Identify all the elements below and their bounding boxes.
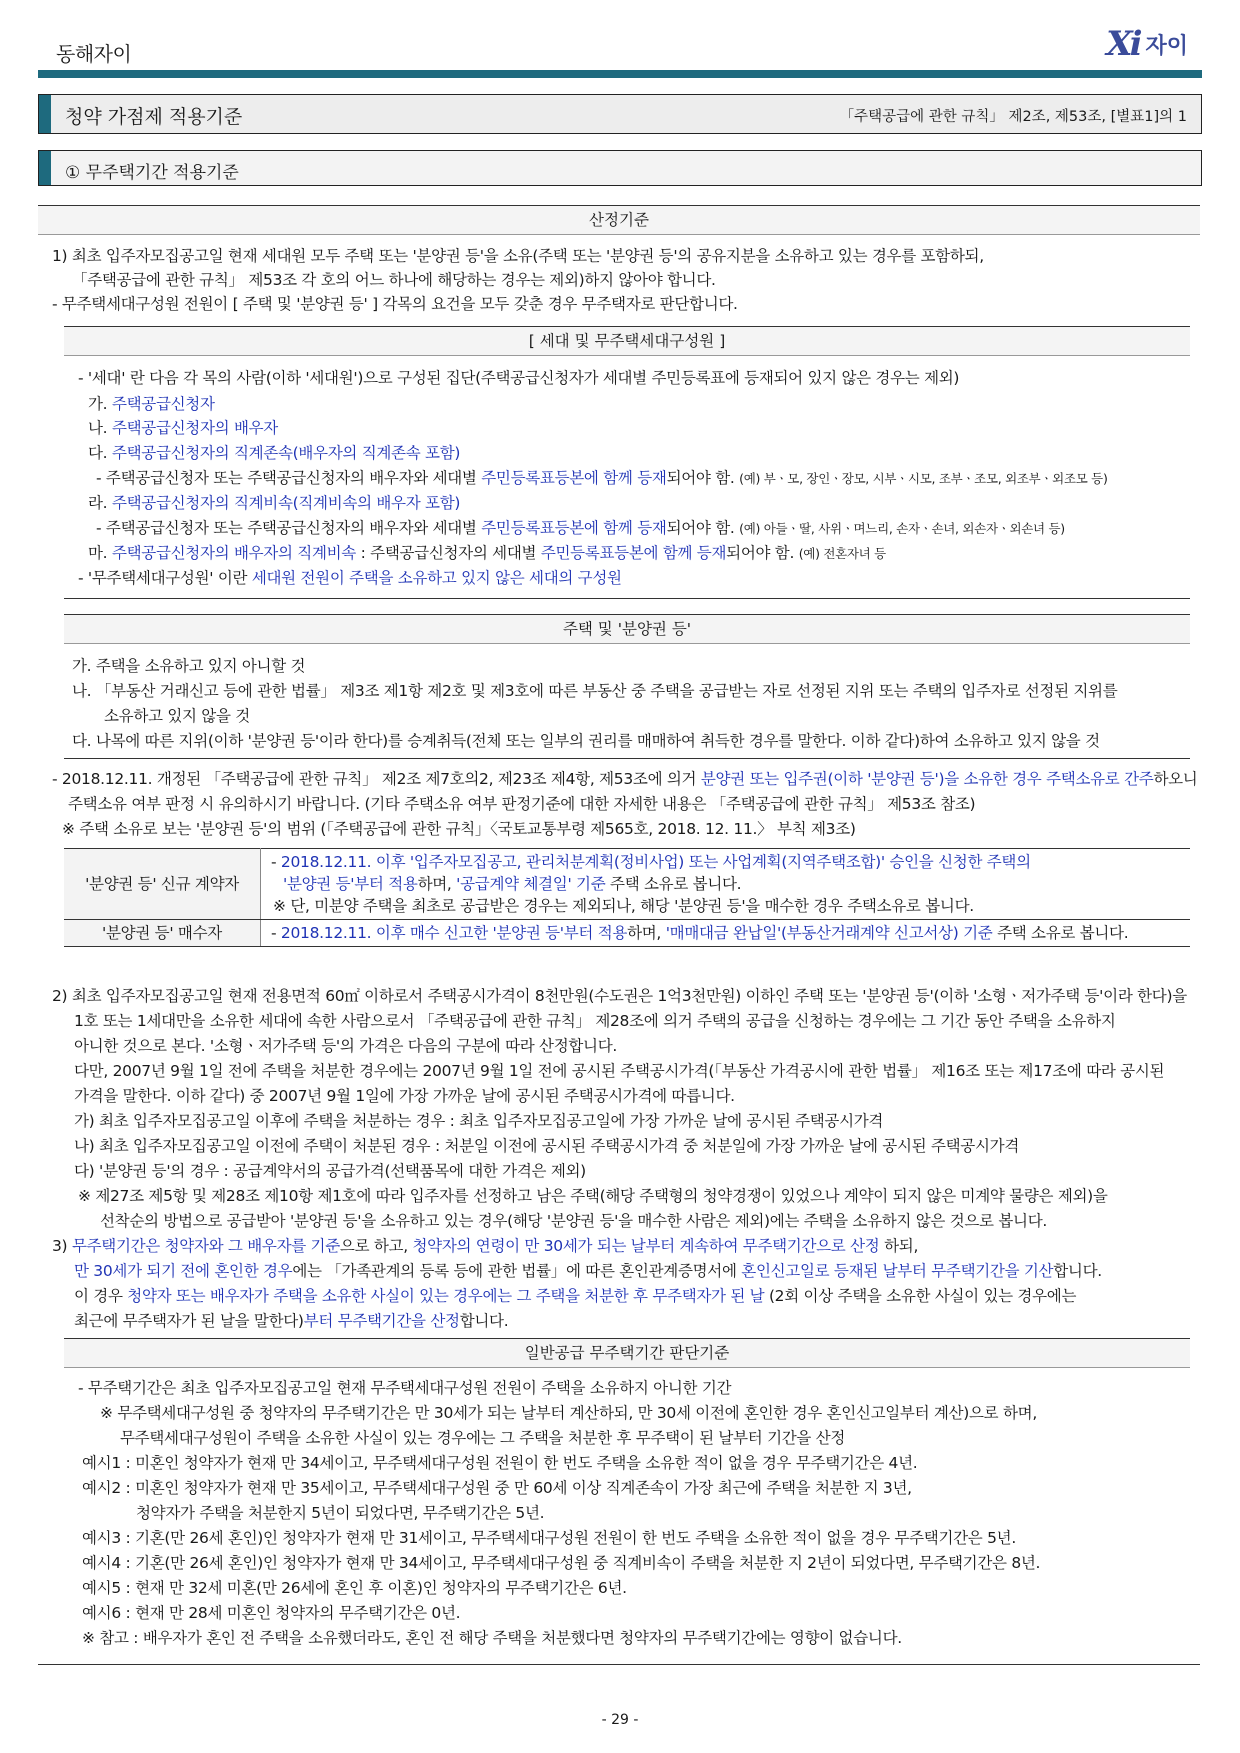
p3-line1: 3) 무주택기간은 청약자와 그 배우자를 기준으로 하고, 청약자의 연령이 만 30세가 되는 날부터 계속하여 무주택기간으로 산정 하되, <box>52 1237 919 1255</box>
housing-na1: 나. 「부동산 거래신고 등에 관한 법률」 제3조 제1항 제2호 및 제3호에 따른 부동산 중 주택을 공급받는 자로 선정된 지위 또는 주택의 입주자로 선정된 지위를 <box>72 682 1118 700</box>
p2-line10: 선착순의 방법으로 공급받아 '분양권 등'을 소유하고 있는 경우(해당 '분양권 등'을 매수한 사람은 제외)에는 주택을 소유하지 않은 것으로 봅니다. <box>100 1212 1047 1230</box>
general-line3: 무주택세대구성원이 주택을 소유한 사실이 있는 경우에는 그 주택을 처분한 후 무주택이 된 날부터 기간을 산정 <box>120 1429 846 1447</box>
section-header-criteria: 산정기준 <box>38 205 1200 235</box>
section-header-housing: 주택 및 '분양권 등' <box>64 614 1190 644</box>
page-number: - 29 - <box>601 1712 639 1728</box>
p1-line3: - 무주택세대구성원 전원이 [ 주택 및 '분양권 등' ] 각목의 요건을 모두 갖춘 경우 무주택자로 판단합니다. <box>52 295 738 313</box>
p2-line6: 가) 최초 입주자모집공고일 이후에 주택을 처분하는 경우 : 최초 입주자모집공고일에 가장 가까운 날에 공시된 주택공시가격 <box>74 1112 884 1130</box>
section-title-bar <box>38 94 1202 134</box>
subtitle: ① 무주택기간 적용기준 <box>65 163 239 183</box>
housing-ga: 가. 주택을 소유하고 있지 아니할 것 <box>72 657 306 675</box>
p3-line3: 이 경우 청약자 또는 배우자가 주택을 소유한 사실이 있는 경우에는 그 주택을 처분한 후 무주택자가 된 날 (2회 이상 주택을 소유한 사실이 있는 경우에는 <box>74 1287 1077 1305</box>
table-row <box>64 849 1190 920</box>
household-ra-sub: - 주택공급신청자 또는 주택공급신청자의 배우자와 세대별 주민등록표등본에 함께 등재되어야 함. (예) 아들ㆍ딸, 사위ㆍ며느리, 손자ㆍ손녀, 외손자ㆍ외손녀 등) <box>96 519 1065 537</box>
brand-name: 동해자이 <box>56 42 132 66</box>
divider <box>64 758 1190 759</box>
section-title: 청약 가점제 적용기준 <box>65 106 243 128</box>
p3-line4: 최근에 무주택자가 된 날을 말한다)부터 무주택기간을 산정합니다. <box>74 1312 509 1330</box>
xi-logo <box>1106 24 1188 64</box>
ownership-table <box>64 848 1190 947</box>
title-accent <box>39 95 51 133</box>
notice-line3: ※ 주택 소유로 보는 '분양권 등'의 범위 (「주택공급에 관한 규칙」〈국토교통부령 제565호, 2018. 12. 11.〉 부칙 제3조) <box>62 820 856 838</box>
example-2a: 예시2 : 미혼인 청약자가 현재 만 35세이고, 무주택세대구성원 중 만 60세 이상 직계존속이 가장 최근에 주택을 처분한 지 3년, <box>82 1479 912 1497</box>
divider <box>64 598 1190 599</box>
p2-line5: 가격을 말한다. 이하 같다) 중 2007년 9월 1일에 가장 가까운 날에 공시된 주택공시가격에 따릅니다. <box>74 1087 735 1105</box>
household-ma: 마. 주택공급신청자의 배우자의 직계비속 : 주택공급신청자의 세대별 주민등록표등본에 함께 등재되어야 함. (예) 전혼자녀 등 <box>88 544 886 562</box>
section-header-household: [ 세대 및 무주택세대구성원 ] <box>64 326 1190 356</box>
household-ga: 가. 주택공급신청자 <box>88 395 215 413</box>
p1-line2: 「주택공급에 관한 규칙」 제53조 각 호의 어느 하나에 해당하는 경우는 제외)하지 않아야 합니다. <box>72 271 716 289</box>
section-reference: 「주택공급에 관한 규칙」 제2조, 제53조, [별표1]의 1 <box>839 109 1187 125</box>
household-member-def: - '무주택세대구성원' 이란 세대원 전원이 주택을 소유하고 있지 않은 세대의 구성원 <box>78 569 622 587</box>
p2-line8: 다) '분양권 등'의 경우 : 공급계약서의 공급가격(선택품목에 대한 가격은 제외) <box>74 1162 586 1180</box>
p2-line3: 아니한 것으로 본다. '소형ㆍ저가주택 등'의 가격은 다음의 구분에 따라 산정합니다. <box>74 1037 618 1055</box>
housing-da: 다. 나목에 따른 지위(이하 '분양권 등'이라 한다)를 승계취득(전체 또는 일부의 권리를 매매하여 취득한 경우를 말한다. 이하 같다)하여 소유하고 있지 않을 것 <box>72 732 1100 750</box>
general-line2: ※ 무주택세대구성원 중 청약자의 무주택기간은 만 30세가 되는 날부터 계산하되, 만 30세 이전에 혼인한 경우 혼인신고일부터 계산)으로 하며, <box>100 1404 1037 1422</box>
table-head-new: '분양권 등' 신규 계약자 <box>64 849 261 920</box>
notice-line1: - 2018.12.11. 개정된 「주택공급에 관한 규칙」 제2조 제7호의2, 제23조 제4항, 제53조에 의거 분양권 또는 입주권(이하 '분양권 등')을 소유한 경우 주택소유로 간주하오니 <box>52 770 1198 788</box>
example-6: 예시6 : 현재 만 28세 미혼인 청약자의 무주택기간은 0년. <box>82 1604 461 1622</box>
household-da-sub: - 주택공급신청자 또는 주택공급신청자의 배우자와 세대별 주민등록표등본에 함께 등재되어야 함. (예) 부ㆍ모, 장인ㆍ장모, 시부ㆍ시모, 조부ㆍ조모, 외조부ㆍ외조모 등) <box>96 469 1108 487</box>
table-head-buyer: '분양권 등' 매수자 <box>64 920 261 947</box>
table-cell-new: - 2018.12.11. 이후 '입주자모집공고, 관리처분계획(정비사업) 또는 사업계획(지역주택조합)' 승인을 신청한 주택의 '분양권 등'부터 적용하며, '공급계약 체결일' 기준 주택 소유로 봅니다. ※ 단, 미분양 주택을 최초로 공급받은 경우는 제외되나, 해당 '분양권 등'을 매수한 경우 주택소유로 봅니다. <box>261 849 1191 920</box>
p2-line4: 다만, 2007년 9월 1일 전에 주택을 처분한 경우에는 2007년 9월 1일 전에 공시된 주택공시가격(「부동산 가격공시에 관한 법률」 제16조 또는 제17조에 따라 공시된 <box>74 1062 1165 1080</box>
bottom-divider <box>38 1664 1200 1665</box>
p2-line7: 나) 최초 입주자모집공고일 이전에 주택이 처분된 경우 : 처분일 이전에 공시된 주택공시가격 중 처분일에 가장 가까운 날에 공시된 주택공시가격 <box>74 1137 1019 1155</box>
notice-line2: 주택소유 여부 판정 시 유의하시기 바랍니다. (기타 주택소유 여부 판정기준에 대한 자세한 내용은 「주택공급에 관한 규칙」 제53조 참조) <box>68 795 976 813</box>
household-def: - '세대' 란 다음 각 목의 사람(이하 '세대원')으로 구성된 집단(주택공급신청자가 세대별 주민등록표에 등재되어 있지 않은 경우는 제외) <box>78 369 960 387</box>
p2-line9: ※ 제27조 제5항 및 제28조 제10항 제1호에 따라 입주자를 선정하고 남은 주택(해당 주택형의 청약경쟁이 있었으나 계약이 되지 않은 미계약 물량은 제외)을 <box>78 1187 1108 1205</box>
general-note: ※ 참고 : 배우자가 혼인 전 주택을 소유했더라도, 혼인 전 해당 주택을 처분했다면 청약자의 무주택기간에는 영향이 없습니다. <box>82 1629 902 1647</box>
subtitle-accent <box>39 151 51 185</box>
p2-line1: 2) 최초 입주자모집공고일 현재 전용면적 60㎡ 이하로서 주택공시가격이 8천만원(수도권은 1억3천만원) 이하인 주택 또는 '분양권 등'(이하 '소형ㆍ저가주택 등'이라 한다)을 <box>52 987 1187 1005</box>
example-2b: 청약자가 주택을 처분한지 5년이 되었다면, 무주택기간은 5년. <box>136 1504 545 1522</box>
household-da: 다. 주택공급신청자의 직계존속(배우자의 직계존속 포함) <box>88 444 461 462</box>
table-cell-buyer: - 2018.12.11. 이후 매수 신고한 '분양권 등'부터 적용하며, '매매대금 완납일'(부동산거래계약 신고서상) 기준 주택 소유로 봅니다. <box>261 920 1191 947</box>
p1-line1: 1) 최초 입주자모집공고일 현재 세대원 모두 주택 또는 '분양권 등'을 소유(주택 또는 '분양권 등'의 공유지분을 소유하고 있는 경우를 포함하되, <box>52 247 984 265</box>
example-1: 예시1 : 미혼인 청약자가 현재 만 34세이고, 무주택세대구성원 전원이 한 번도 주택을 소유한 적이 없을 경우 무주택기간은 4년. <box>82 1454 918 1472</box>
example-5: 예시5 : 현재 만 32세 미혼(만 26세에 혼인 후 이혼)인 청약자의 무주택기간은 6년. <box>82 1579 627 1597</box>
table-row <box>64 920 1190 947</box>
example-4: 예시4 : 기혼(만 26세 혼인)인 청약자가 현재 만 34세이고, 무주택세대구성원 중 직계비속이 주택을 처분한 지 2년이 되었다면, 무주택기간은 8년. <box>82 1554 1041 1572</box>
top-accent-bar <box>38 70 1202 78</box>
logo-text: 자이 <box>1145 33 1188 59</box>
example-3: 예시3 : 기혼(만 26세 혼인)인 청약자가 현재 만 31세이고, 무주택세대구성원 전원이 한 번도 주택을 소유한 적이 없을 경우 무주택기간은 5년. <box>82 1529 1016 1547</box>
household-ra: 라. 주택공급신청자의 직계비속(직계비속의 배우자 포함) <box>88 494 461 512</box>
section-header-general: 일반공급 무주택기간 판단기준 <box>64 1338 1190 1368</box>
general-line1: - 무주택기간은 최초 입주자모집공고일 현재 무주택세대구성원 전원이 주택을 소유하지 아니한 기간 <box>78 1379 732 1397</box>
logo-mark: Xi <box>1106 24 1140 64</box>
housing-na2: 소유하고 있지 않을 것 <box>104 707 250 725</box>
household-na: 나. 주택공급신청자의 배우자 <box>88 419 278 437</box>
p3-line2: 만 30세가 되기 전에 혼인한 경우에는 「가족관계의 등록 등에 관한 법률」에 따른 혼인관계증명서에 혼인신고일로 등재된 날부터 무주택기간을 기산합니다. <box>74 1262 1102 1280</box>
p2-line2: 1호 또는 1세대만을 소유한 세대에 속한 사람으로서 「주택공급에 관한 규칙」 제28조에 의거 주택의 공급을 신청하는 경우에는 그 기간 동안 주택을 소유하지 <box>74 1012 1116 1030</box>
subtitle-bar <box>38 150 1202 186</box>
